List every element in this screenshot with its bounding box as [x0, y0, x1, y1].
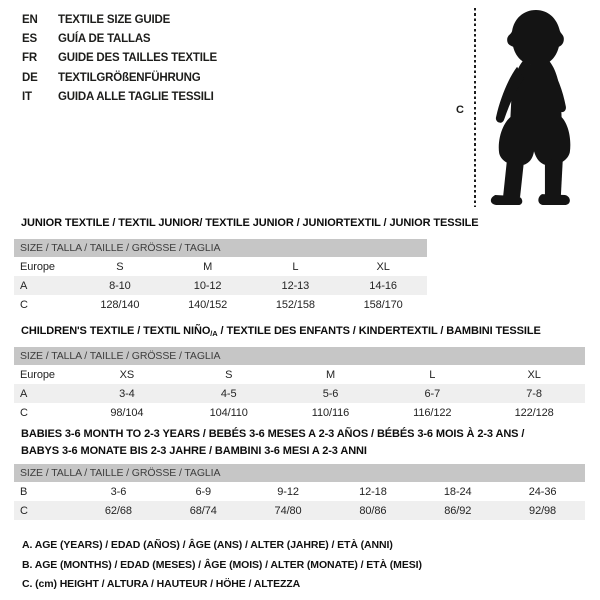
- section-title-junior: JUNIOR TEXTILE / TEXTIL JUNIOR/ TEXTILE JUNIOR / JUNIORTEXTIL / JUNIOR TESSILE: [21, 217, 479, 229]
- table-cell: 18-24: [443, 485, 472, 498]
- table-cell: 68/74: [189, 504, 217, 517]
- table-cell: 12-13: [281, 279, 310, 292]
- table-cell: 5-6: [322, 387, 339, 400]
- table-cell: 6-9: [195, 485, 212, 498]
- junior-size-table: [14, 239, 427, 314]
- table-cell: 8-10: [109, 279, 131, 292]
- table-row: [14, 276, 427, 295]
- row-label: C: [20, 298, 28, 311]
- babies-size-table: [14, 464, 585, 520]
- language-title: GUIDE DES TAILLES TEXTILE: [58, 52, 217, 65]
- table-cell: 14-16: [369, 279, 397, 292]
- table-cell: 10-12: [193, 279, 222, 292]
- footnote-b: B. AGE (MONTHS) / EDAD (MESES) / ÂGE (MOIS) / ALTER (MONATE) / ETÀ (MESI): [22, 558, 422, 571]
- height-dotted-line: [474, 8, 476, 207]
- table-cell: S: [225, 368, 233, 381]
- list-item: [22, 10, 217, 29]
- table-cell: S: [116, 260, 124, 273]
- language-code: FR: [22, 52, 37, 65]
- list-item: [22, 29, 217, 48]
- toddler-silhouette-image: [482, 9, 588, 207]
- list-item: [22, 49, 217, 68]
- title-line: BABIES 3-6 MONTH TO 2-3 YEARS / BEBÉS 3-6 MESES A 2-3 AÑOS / BÉBÉS 3-6 MOIS À 2-3 ANS /: [21, 428, 525, 440]
- language-title: GUÍA DE TALLAS: [58, 33, 151, 46]
- title-text: CHILDREN'S TEXTILE / TEXTIL NIÑO: [21, 325, 211, 337]
- table-row: [14, 295, 427, 314]
- table-cell: 152/158: [275, 298, 315, 311]
- table-cell: 128/140: [100, 298, 140, 311]
- size-header-bar: SIZE / TALLA / TAILLE / GRÖSSE / TAGLIA: [14, 347, 585, 365]
- table-cell: 140/152: [188, 298, 228, 311]
- table-cell: 9-12: [277, 485, 299, 498]
- table-row: [14, 501, 585, 520]
- footnote-c: C. (cm) HEIGHT / ALTURA / HAUTEUR / HÖHE / ALTEZZA: [22, 578, 301, 590]
- row-label: C: [20, 406, 28, 419]
- title-line: BABYS 3-6 MONATE BIS 2-3 JAHRE / BAMBINI 3-6 MESI A 2-3 ANNI: [21, 445, 367, 457]
- table-cell: 86/92: [444, 504, 472, 517]
- section-title-babies: [21, 426, 524, 460]
- title-subscript: /A: [210, 329, 218, 338]
- table-cell: 122/128: [514, 406, 554, 419]
- row-label: B: [20, 485, 28, 498]
- table-cell: 24-36: [528, 485, 557, 498]
- table-cell: 62/68: [104, 504, 132, 517]
- table-cell: 104/110: [209, 406, 248, 419]
- table-row: [14, 365, 585, 384]
- table-cell: 110/116: [311, 406, 350, 419]
- footnote-a: A. AGE (YEARS) / EDAD (AÑOS) / ÂGE (ANS) / ALTER (JAHRE) / ETÀ (ANNI): [22, 539, 393, 551]
- language-title-list: [22, 10, 217, 107]
- title-text: / TEXTILE DES ENFANTS / KINDERTEXTIL / BAMBINI TESSILE: [217, 325, 541, 337]
- language-code: IT: [22, 91, 32, 104]
- language-title: TEXTILGRÖßENFÜHRUNG: [58, 71, 201, 84]
- row-label: A: [20, 279, 28, 292]
- table-cell: L: [292, 260, 299, 273]
- footnote-legend: [22, 536, 422, 595]
- table-row: [14, 482, 585, 501]
- table-cell: 3-6: [110, 485, 127, 498]
- language-code: EN: [22, 13, 38, 26]
- size-header-bar: SIZE / TALLA / TAILLE / GRÖSSE / TAGLIA: [14, 239, 427, 257]
- table-cell: 158/170: [363, 298, 403, 311]
- table-cell: 6-7: [424, 387, 441, 400]
- table-cell: M: [325, 368, 336, 381]
- row-label: A: [20, 387, 28, 400]
- table-cell: M: [203, 260, 213, 273]
- table-cell: XS: [119, 368, 135, 381]
- table-cell: 92/98: [529, 504, 557, 517]
- table-row: [14, 257, 427, 276]
- row-label: C: [20, 504, 28, 517]
- table-cell: 98/104: [110, 406, 144, 419]
- children-size-table: [14, 347, 585, 422]
- size-header-bar: SIZE / TALLA / TAILLE / GRÖSSE / TAGLIA: [14, 464, 585, 482]
- table-cell: 12-18: [359, 485, 387, 498]
- list-item: [22, 68, 217, 87]
- table-cell: L: [429, 368, 436, 381]
- list-item: [22, 88, 217, 107]
- table-cell: 80/86: [359, 504, 387, 517]
- table-cell: 116/122: [413, 406, 452, 419]
- language-title: TEXTILE SIZE GUIDE: [58, 13, 171, 26]
- table-cell: 7-8: [526, 387, 542, 400]
- table-cell: 74/80: [274, 504, 302, 517]
- language-code: DE: [22, 71, 38, 84]
- language-title: GUIDA ALLE TAGLIE TESSILI: [58, 91, 214, 104]
- row-label: Europe: [20, 368, 55, 381]
- language-code: ES: [22, 33, 37, 46]
- section-title-children: [21, 325, 541, 338]
- row-label: Europe: [20, 260, 55, 273]
- table-cell: 4-5: [220, 387, 237, 400]
- table-row: [14, 403, 585, 422]
- table-cell: XL: [376, 260, 390, 273]
- table-row: [14, 384, 585, 403]
- height-marker-label: C: [456, 104, 464, 116]
- table-cell: 3-4: [119, 387, 135, 400]
- table-cell: XL: [527, 368, 541, 381]
